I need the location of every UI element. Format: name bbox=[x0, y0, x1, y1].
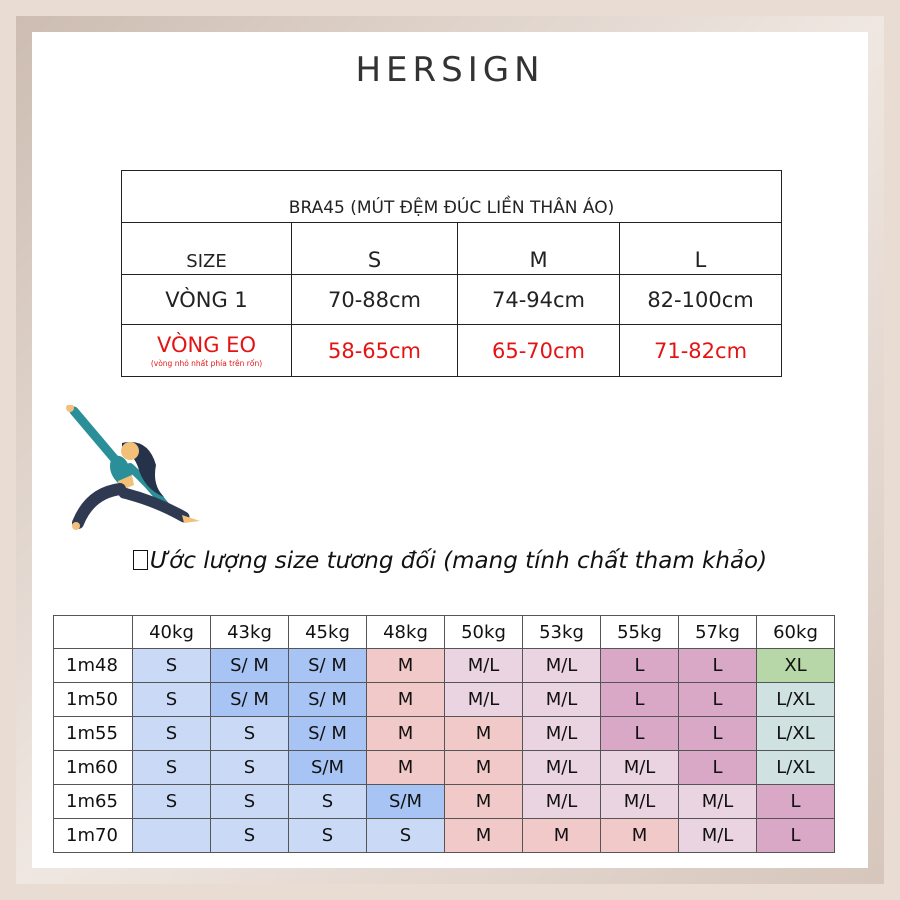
size-cell: S/ M bbox=[211, 683, 289, 717]
waist-note: (vòng nhỏ nhất phía trên rốn) bbox=[150, 359, 263, 368]
size-cell: S/M bbox=[289, 751, 367, 785]
size-cell: M/L bbox=[523, 683, 601, 717]
size-cell: L bbox=[757, 819, 835, 853]
size-cell: M/L bbox=[679, 785, 757, 819]
size-cell: M/L bbox=[679, 819, 757, 853]
size-cell: M/L bbox=[523, 785, 601, 819]
size-header-label: SIZE bbox=[122, 223, 292, 275]
weight-header: 53kg bbox=[523, 616, 601, 649]
weight-header: 45kg bbox=[289, 616, 367, 649]
size-estimate-grid bbox=[53, 615, 835, 853]
size-cell: M/L bbox=[601, 751, 679, 785]
bust-value-l: 82-100cm bbox=[620, 275, 782, 325]
size-cell: L bbox=[601, 717, 679, 751]
size-cell: M/L bbox=[523, 717, 601, 751]
size-cell: L bbox=[679, 649, 757, 683]
waist-value-m: 65-70cm bbox=[458, 325, 620, 377]
size-cell: M bbox=[367, 649, 445, 683]
size-cell: S bbox=[133, 751, 211, 785]
size-cell: M bbox=[367, 717, 445, 751]
size-cell: M/L bbox=[523, 751, 601, 785]
height-label: 1m70 bbox=[54, 819, 133, 853]
size-header-l: L bbox=[620, 223, 782, 275]
grid-row bbox=[54, 785, 835, 819]
size-cell: M bbox=[367, 683, 445, 717]
bust-label: VÒNG 1 bbox=[122, 275, 292, 325]
size-table bbox=[121, 170, 782, 377]
size-cell: S bbox=[133, 717, 211, 751]
size-cell: S bbox=[133, 683, 211, 717]
size-cell: S bbox=[133, 649, 211, 683]
yoga-pose-illustration bbox=[60, 405, 210, 535]
size-cell: L bbox=[679, 751, 757, 785]
size-cell: M bbox=[523, 819, 601, 853]
size-cell: S/ M bbox=[289, 717, 367, 751]
size-cell: S bbox=[289, 819, 367, 853]
grid-corner-cell bbox=[54, 616, 133, 649]
size-cell: M/L bbox=[523, 649, 601, 683]
size-cell: S/ M bbox=[289, 683, 367, 717]
size-cell: S/ M bbox=[211, 649, 289, 683]
weight-header: 55kg bbox=[601, 616, 679, 649]
size-header-s: S bbox=[292, 223, 458, 275]
height-label: 1m60 bbox=[54, 751, 133, 785]
size-cell: L bbox=[757, 785, 835, 819]
size-cell: L bbox=[679, 683, 757, 717]
brand-logo: HERSIGN bbox=[355, 50, 545, 90]
size-header-m: M bbox=[458, 223, 620, 275]
size-cell: M/L bbox=[445, 683, 523, 717]
size-cell: M/L bbox=[601, 785, 679, 819]
size-cell: M bbox=[445, 717, 523, 751]
height-label: 1m48 bbox=[54, 649, 133, 683]
size-cell: S bbox=[211, 751, 289, 785]
size-cell: M/L bbox=[445, 649, 523, 683]
estimate-heading bbox=[0, 548, 900, 574]
size-cell: S bbox=[133, 785, 211, 819]
weight-header: 43kg bbox=[211, 616, 289, 649]
grid-header-row bbox=[54, 616, 835, 649]
weight-header: 50kg bbox=[445, 616, 523, 649]
bust-value-m: 74-94cm bbox=[458, 275, 620, 325]
size-cell: M bbox=[367, 751, 445, 785]
size-cell: XL bbox=[757, 649, 835, 683]
height-label: 1m55 bbox=[54, 717, 133, 751]
weight-header: 57kg bbox=[679, 616, 757, 649]
bust-value-s: 70-88cm bbox=[292, 275, 458, 325]
waist-value-l: 71-82cm bbox=[620, 325, 782, 377]
size-cell: L/XL bbox=[757, 683, 835, 717]
height-label: 1m50 bbox=[54, 683, 133, 717]
grid-row bbox=[54, 649, 835, 683]
size-cell: S bbox=[367, 819, 445, 853]
grid-row bbox=[54, 819, 835, 853]
height-label: 1m65 bbox=[54, 785, 133, 819]
size-cell: L bbox=[601, 683, 679, 717]
weight-header: 60kg bbox=[757, 616, 835, 649]
size-cell: L/XL bbox=[757, 751, 835, 785]
grid-row bbox=[54, 717, 835, 751]
size-cell: M bbox=[445, 751, 523, 785]
size-cell: L/XL bbox=[757, 717, 835, 751]
size-cell: S bbox=[211, 819, 289, 853]
size-cell: S/M bbox=[367, 785, 445, 819]
size-cell: S bbox=[211, 717, 289, 751]
grid-row bbox=[54, 751, 835, 785]
size-table-title: BRA45 (MÚT ĐỆM ĐÚC LIỀN THÂN ÁO) bbox=[122, 171, 782, 223]
grid-row bbox=[54, 683, 835, 717]
waist-label-cell bbox=[122, 325, 292, 377]
estimate-heading-text: Ước lượng size tương đối (mang tính chất tham khảo) bbox=[149, 548, 768, 574]
size-cell: S bbox=[211, 785, 289, 819]
size-cell: M bbox=[445, 819, 523, 853]
size-cell: M bbox=[601, 819, 679, 853]
size-cell bbox=[133, 819, 211, 853]
size-cell: S/ M bbox=[289, 649, 367, 683]
size-cell: L bbox=[679, 717, 757, 751]
size-cell: M bbox=[445, 785, 523, 819]
size-cell: L bbox=[601, 649, 679, 683]
size-cell: S bbox=[289, 785, 367, 819]
checkbox-glyph-icon bbox=[133, 550, 148, 570]
weight-header: 48kg bbox=[367, 616, 445, 649]
waist-label: VÒNG EO bbox=[157, 333, 256, 357]
waist-value-s: 58-65cm bbox=[292, 325, 458, 377]
weight-header: 40kg bbox=[133, 616, 211, 649]
